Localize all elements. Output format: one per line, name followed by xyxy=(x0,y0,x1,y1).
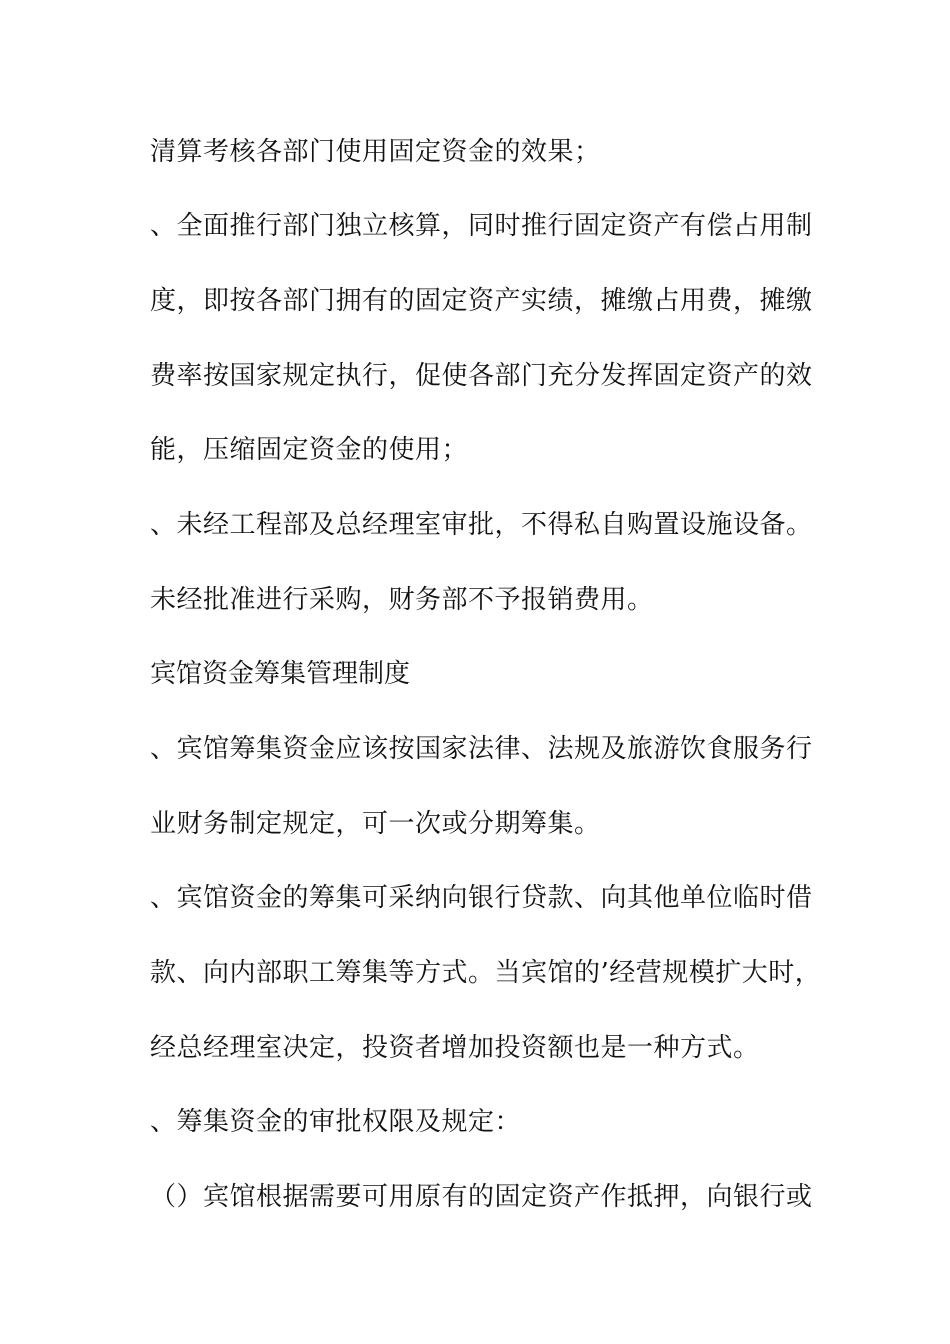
text-line: 、宾馆资金的筹集可采纳向银行贷款、向其他单位临时借 xyxy=(150,883,813,913)
text-line: 业财务制定规定，可一次或分期筹集。 xyxy=(150,809,601,839)
text-line: 、全面推行部门独立核算，同时推行固定资产有偿占用制 xyxy=(150,211,813,241)
text-line: 、宾馆筹集资金应该按国家法律、法规及旅游饮食服务行 xyxy=(150,734,813,764)
text-line: 款、向内部职工筹集等方式。当宾馆的’经营规模扩大时， xyxy=(150,958,822,988)
section-heading: 宾馆资金筹集管理制度 xyxy=(150,659,411,689)
text-line: 经总经理室决定，投资者增加投资额也是一种方式。 xyxy=(150,1033,760,1063)
text-line: 未经批准进行采购，财务部不予报销费用。 xyxy=(150,585,654,615)
text-line: 能，压缩固定资金的使用； xyxy=(150,435,469,465)
text-line: 清算考核各部门使用固定资金的效果； xyxy=(150,137,601,167)
text-line: 度，即按各部门拥有的固定资产实绩，摊缴占用费，摊缴 xyxy=(150,286,813,316)
text-line: 费率按国家规定执行，促使各部门充分发挥固定资产的效 xyxy=(150,361,813,391)
text-line: 、筹集资金的审批权限及规定： xyxy=(150,1107,522,1137)
text-line: 、未经工程部及总经理室审批，不得私自购置设施设备。 xyxy=(150,510,813,540)
text-line: （）宾馆根据需要可用原有的固定资产作抵押，向银行或 xyxy=(150,1182,813,1212)
